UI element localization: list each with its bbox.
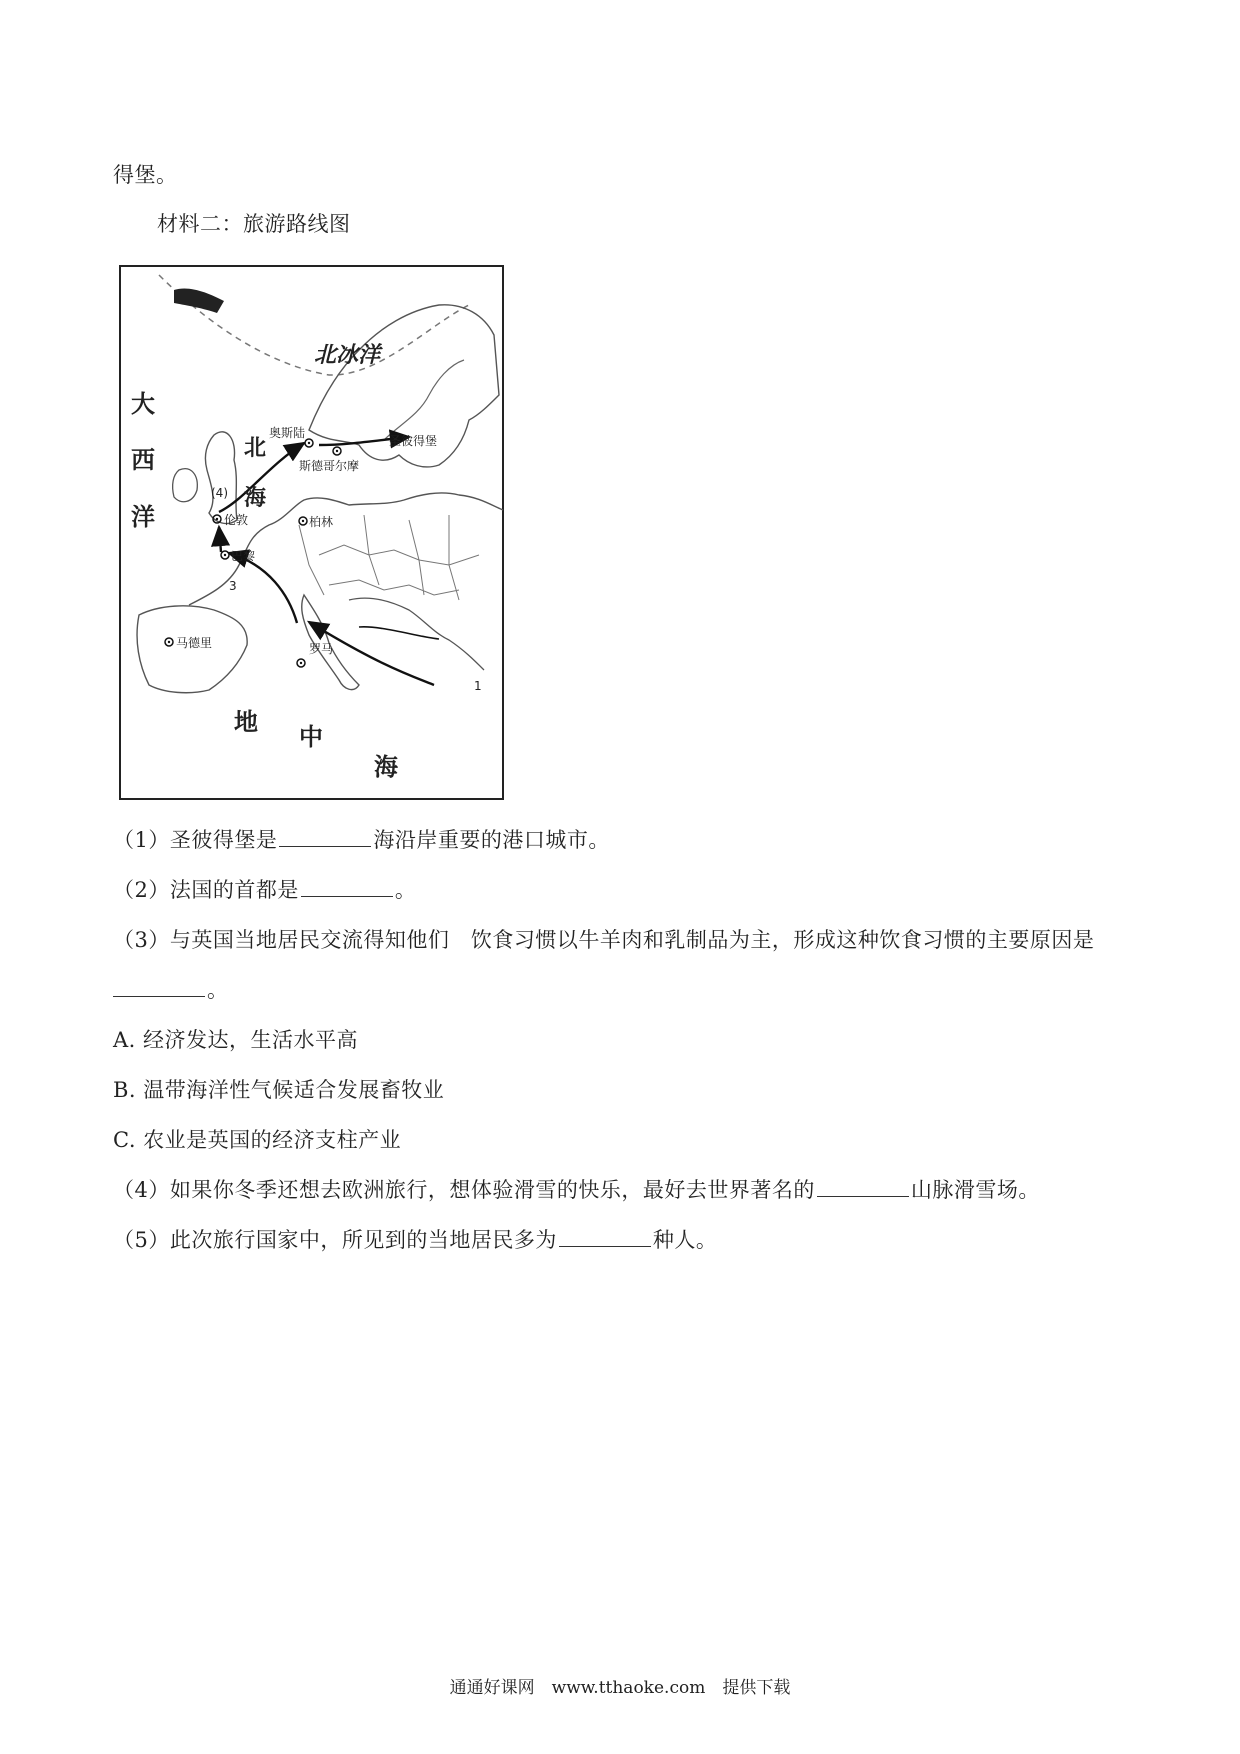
travel-route-map <box>119 265 504 800</box>
q4-suffix: 山脉滑雪场。 <box>910 1178 1040 1202</box>
question-5 <box>113 1226 717 1254</box>
q1-suffix: 海沿岸重要的港口城市。 <box>373 828 610 852</box>
option-b[interactable]: B. 温带海洋性气候适合发展畜牧业 <box>113 1078 445 1102</box>
q5-suffix: 种人。 <box>652 1228 718 1252</box>
label-rome: 罗马 <box>309 642 334 656</box>
question-1 <box>113 826 610 854</box>
label-st-petersburg: 圣彼得堡 <box>389 434 438 448</box>
q5-prefix: （5）此次旅行国家中，所见到的当地居民多为 <box>113 1228 557 1252</box>
continuation-text: 得堡。 <box>113 163 178 187</box>
label-madrid: 马德里 <box>176 636 213 650</box>
label-route-3: 3 <box>229 579 237 593</box>
answer-blank-5[interactable] <box>559 1226 651 1247</box>
question-4 <box>113 1176 1040 1204</box>
label-med-1: 地 <box>234 708 258 736</box>
q1-prefix: （1）圣彼得堡是 <box>113 828 278 852</box>
label-med-3: 海 <box>374 753 398 781</box>
label-stockholm: 斯德哥尔摩 <box>299 459 360 473</box>
answer-blank-4[interactable] <box>817 1176 909 1197</box>
label-atlantic-2: 西 <box>131 446 155 474</box>
label-london: 伦敦 <box>224 513 249 527</box>
q2-suffix: 。 <box>394 878 417 902</box>
label-north-sea-1: 北 <box>244 436 267 461</box>
option-a[interactable]: A. 经济发达，生活水平高 <box>113 1028 359 1052</box>
q2-prefix: （2）法国的首都是 <box>113 878 299 902</box>
label-atlantic-1: 大 <box>131 390 155 418</box>
question-3: （3）与英国当地居民交流得知他们 饮食习惯以牛羊肉和乳制品为主，形成这种饮食习惯的主要原因是 <box>113 928 1095 952</box>
question-2 <box>113 876 416 904</box>
label-oslo: 奥斯陆 <box>269 426 306 440</box>
label-berlin: 柏林 <box>309 515 334 529</box>
material-title: 材料二：旅游路线图 <box>157 212 351 236</box>
answer-blank-1[interactable] <box>279 826 371 847</box>
question-3-answer <box>113 976 229 1004</box>
label-med-2: 中 <box>299 723 323 751</box>
option-c[interactable]: C. 农业是英国的经济支柱产业 <box>113 1128 402 1152</box>
label-north-sea-2: 海 <box>244 486 267 511</box>
page-footer: 通通好课网 www.tthaoke.com 提供下载 <box>449 1678 791 1698</box>
q3-suffix: 。 <box>207 978 229 1002</box>
label-route-1: 1 <box>474 679 482 693</box>
label-paris: 巴黎 <box>231 549 256 563</box>
answer-blank-2[interactable] <box>301 876 393 897</box>
label-atlantic-3: 洋 <box>131 503 155 531</box>
answer-blank-3[interactable] <box>113 976 205 997</box>
label-route-4: (4) <box>211 486 228 500</box>
label-arctic-ocean: 北冰洋 <box>314 343 381 368</box>
q4-prefix: （4）如果你冬季还想去欧洲旅行，想体验滑雪的快乐，最好去世界著名的 <box>113 1178 815 1202</box>
